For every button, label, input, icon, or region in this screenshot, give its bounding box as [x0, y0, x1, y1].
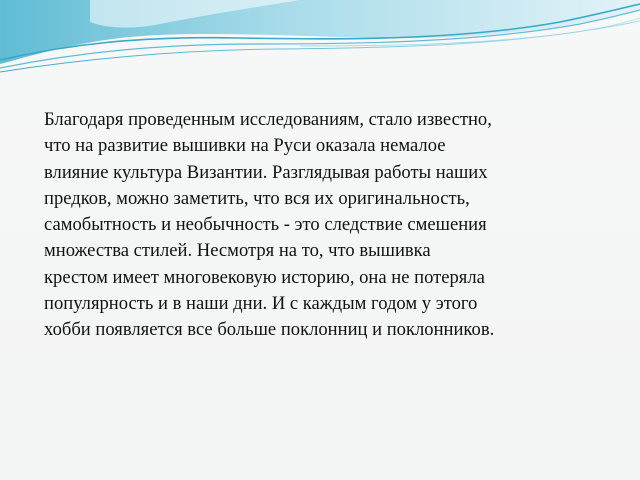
body-line: популярность и в наши дни. И с каждым годом у этого — [44, 293, 478, 315]
body-line: что на развитие вышивки на Руси оказала немалое — [44, 135, 446, 157]
body-paragraph — [44, 107, 584, 344]
body-line: множества стилей. Несмотря на то, что вышивка — [44, 240, 431, 262]
body-line: Благодаря проведенным исследованиям, стало известно, — [44, 109, 492, 130]
body-line: самобытность и необычность - это следствие смешения — [44, 214, 487, 236]
header-wave-decoration — [0, 0, 640, 80]
body-line: влияние культура Византии. Разглядывая работы наших — [44, 161, 488, 183]
body-line: крестом имеет многовековую историю, она не потеряла — [44, 266, 485, 288]
body-line: предков, можно заметить, что вся их оригинальность, — [44, 187, 470, 209]
body-line: хобби появляется все больше поклонниц и поклонников. — [44, 319, 495, 341]
